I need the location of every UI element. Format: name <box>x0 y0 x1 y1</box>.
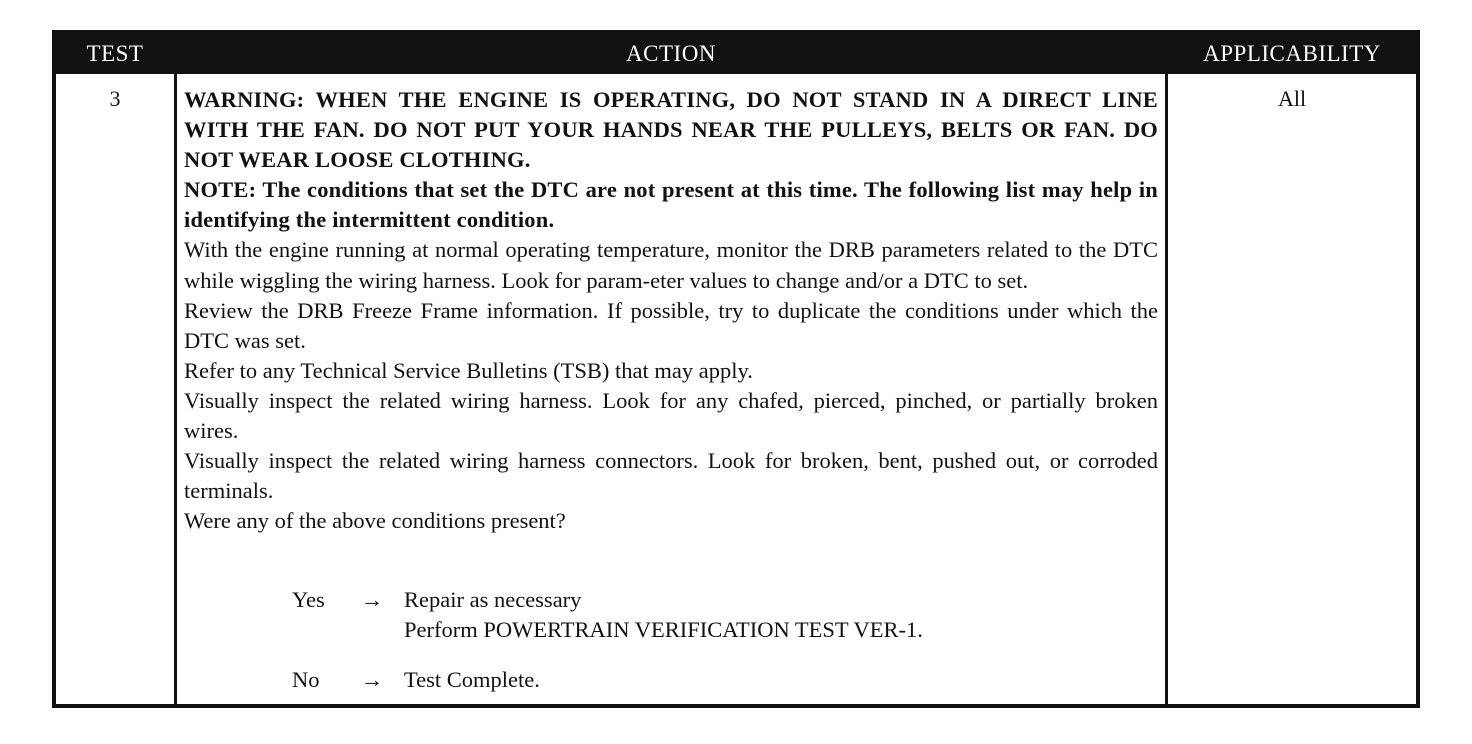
right-arrow-icon: → <box>360 667 384 692</box>
warning-text: WARNING: WHEN THE ENGINE IS OPERATING, DO NOT STAND IN A DIRECT LINE WITH THE FAN. DO NOT PUT YOUR HANDS NEAR THE PULLEYS, BELTS OR FAN. DO NOT WEAR LOOSE CLOTHING. <box>184 87 1158 173</box>
header-applicability: APPLICABILITY <box>1203 41 1381 66</box>
test-table <box>52 30 1420 708</box>
step-monitor-drb: With the engine running at normal operating temperature, monitor the DRB parameters related to the DTC while wiggling the wiring harness. Look for param-eter values to change and/or a DTC to set. <box>184 237 1158 293</box>
response-yes <box>184 585 1158 647</box>
test-number: 3 <box>109 86 121 111</box>
step-freeze-frame: Review the DRB Freeze Frame information. If possible, try to duplicate the conditions under which the DTC was set. <box>184 297 1158 353</box>
step-tsb: Refer to any Technical Service Bulletins (TSB) that may apply. <box>184 357 753 383</box>
right-arrow-icon: → <box>360 587 384 612</box>
note-text: NOTE: The conditions that set the DTC are not present at this time. The following list may help in identifying the intermittent condition. <box>184 177 1158 233</box>
table-header <box>56 34 1416 74</box>
applicability-value: All <box>1277 86 1307 111</box>
yes-action-line2: Perform POWERTRAIN VERIFICATION TEST VER-1. <box>404 617 923 643</box>
question-text: Were any of the above conditions present? <box>184 508 566 534</box>
yes-label: Yes <box>292 587 325 612</box>
column-divider-test-action <box>174 74 177 708</box>
yes-action-line1: Repair as necessary <box>404 587 582 612</box>
step-inspect-harness: Visually inspect the related wiring harness. Look for any chafed, pierced, pinched, or partially broken wires. <box>184 387 1158 444</box>
no-action: Test Complete. <box>404 667 540 692</box>
step-inspect-connectors: Visually inspect the related wiring harness connectors. Look for broken, bent, pushed out, or corroded terminals. <box>184 448 1158 504</box>
action-text <box>184 85 1158 536</box>
header-test: TEST <box>86 41 144 66</box>
response-no <box>184 665 1158 697</box>
header-action: ACTION <box>626 41 716 66</box>
no-label: No <box>292 667 320 692</box>
column-divider-action-applicability <box>1165 74 1168 708</box>
yes-action <box>404 585 923 645</box>
